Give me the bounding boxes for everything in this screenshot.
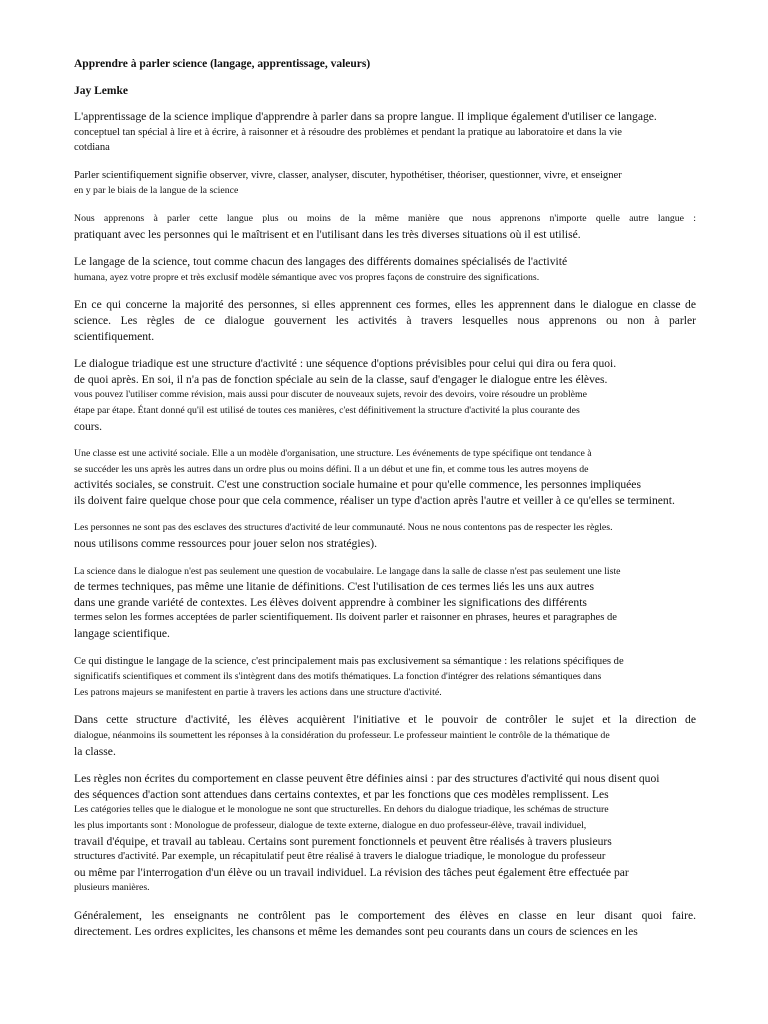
paragraph-line: ou même par l'interrogation d'un élève ou un travail individuel. La révision des tâches peut également être effectuée par: [74, 865, 629, 879]
paragraph-line: travail d'équipe, et travail au tableau. Certains sont purement fonctionnels et peuvent être réalisés à travers plusieurs: [74, 834, 612, 848]
paragraph-line: humana, ayez votre propre et très exclusif modèle sémantique avec vos propres façons de construire des significations.: [74, 271, 540, 283]
paragraph-line: les plus importants sont : Monologue de professeur, dialogue de texte externe, dialogue en duo professeur-élève, travail individuel,: [74, 819, 587, 831]
paragraph: [74, 564, 696, 642]
paragraph-line: En ce qui concerne la majorité des personnes, si elles apprennent ces formes, elles les apprennent dans le dialogue en classe de: [74, 298, 696, 312]
paragraph-line: cotdiana: [74, 142, 110, 154]
paragraph-line: Le langage de la science, tout comme chacun des langages des différents domaines spécialisés de l'activité: [74, 255, 568, 269]
paragraph-line: la classe.: [74, 744, 116, 758]
paragraph-line: science. Les règles de ce dialogue gouvernent les activités à travers lesquelles nous apprenons ou non à parler: [74, 313, 696, 327]
document-page: [74, 58, 696, 951]
paragraph: [74, 254, 696, 285]
paragraph-line: ils doivent faire quelque chose pour que cela commence, réaliser un type d'action après l'autre et veiller à ce qu'elles se terminent.: [74, 493, 675, 507]
paragraph-line: de termes techniques, pas même une litanie de définitions. C'est l'utilisation de ces termes liés les uns aux autres: [74, 580, 594, 594]
document-body: [74, 109, 696, 939]
paragraph-line: Généralement, les enseignants ne contrôlent pas le comportement des élèves en classe en leur disant quoi faire.: [74, 908, 696, 922]
paragraph-line: Ce qui distingue le langage de la science, c'est principalement mais pas exclusivement sa sémantique : les relations spécifiques de: [74, 655, 624, 667]
paragraph-line: Le dialogue triadique est une structure d'activité : une séquence d'options prévisibles pour celui qui dira ou fera quoi.: [74, 357, 617, 371]
paragraph-line: nous utilisons comme ressources pour jouer selon nos stratégies).: [74, 537, 377, 551]
paragraph: [74, 712, 696, 759]
paragraph-line: pratiquant avec les personnes qui le maîtrisent et en l'utilisant dans les très diverses situations où il est utilisé.: [74, 227, 581, 241]
paragraph-line: termes selon les formes acceptées de parler scientifiquement. Ils doivent parler et raisonner en phrases, heures et paragraphes de: [74, 612, 617, 624]
paragraph-line: cours.: [74, 419, 103, 433]
paragraph: [74, 654, 696, 701]
paragraph-line: langage scientifique.: [74, 627, 170, 641]
paragraph-line: des séquences d'action sont attendues dans certains contextes, et par les fonctions que ces modèles remplissent. Les: [74, 787, 609, 801]
paragraph: [74, 297, 696, 344]
document-title: Apprendre à parler science (langage, apprentissage, valeurs): [74, 58, 371, 70]
paragraph-line: L'apprentissage de la science implique d'apprendre à parler dans sa propre langue. Il implique également d'utiliser ce langage.: [74, 110, 657, 123]
paragraph: [74, 211, 696, 242]
paragraph-line: Les personnes ne sont pas des esclaves des structures d'activité de leur communauté. Nous ne nous contentons pas de respecter les règles.: [74, 522, 613, 534]
paragraph-line: activités sociales, se construit. C'est une construction sociale humaine et pour qu'elle commence, les personnes impliquées: [74, 478, 641, 492]
paragraph: [74, 771, 696, 896]
paragraph-line: dans une grande variété de contextes. Les élèves doivent apprendre à combiner les significations des différents: [74, 595, 587, 609]
paragraph: [74, 168, 696, 199]
paragraph-line: Les règles non écrites du comportement en classe peuvent être définies ainsi : par des structures d'activité qui nous disent quoi: [74, 772, 660, 786]
paragraph-line: étape par étape. Étant donné qu'il est utilisé de toutes ces manières, c'est définitivement la structure d'activité la plus courante des: [74, 404, 580, 416]
paragraph: [74, 356, 696, 434]
paragraph-line: Parler scientifiquement signifie observer, vivre, classer, analyser, discuter, hypothétiser, théoriser, questionner, vivre, et enseigner: [74, 169, 622, 181]
paragraph-line: Les catégories telles que le dialogue et le monologue ne sont que structurelles. En dehors du dialogue triadique, les schémas de structure: [74, 804, 609, 816]
paragraph-line: conceptuel tan spécial à lire et à écrire, à raisonner et à résoudre des problèmes et pendant la pratique au laboratoire et dans la vie: [74, 126, 622, 138]
paragraph-line: de quoi après. En soi, il n'a pas de fonction spéciale au sein de la classe, sauf d'engager le dialogue entre les élèves.: [74, 372, 608, 386]
paragraph-line: Les patrons majeurs se manifestent en partie à travers les actions dans une structure d'activité.: [74, 686, 442, 698]
paragraph-line: dialogue, néanmoins ils soumettent les réponses à la considération du professeur. Le professeur maintient le contrôle de la thématique de: [74, 730, 610, 741]
paragraph-line: vous pouvez l'utiliser comme révision, mais aussi pour discuter de nouveaux sujets, revoir des devoirs, voire résoudre un problème: [74, 389, 587, 401]
paragraph-line: significatifs scientifiques et comment ils s'intègrent dans des motifs thématiques. La fonction d'intégrer des relations sémantiques dans: [74, 671, 602, 683]
paragraph-line: se succéder les uns après les autres dans un ordre plus ou moins défini. Il a un début et une fin, et comme tous les autres moyens de: [74, 463, 589, 475]
paragraph-line: Nous apprenons à parler cette langue plus ou moins de la même manière que nous apprenons n'importe quelle autre langue :: [74, 212, 696, 224]
paragraph-line: plusieurs manières.: [74, 882, 150, 894]
paragraph-line: directement. Les ordres explicites, les chansons et même les demandes sont peu courants dans un cours de sciences en les: [74, 924, 638, 938]
paragraph-line: Dans cette structure d'activité, les élèves acquièrent l'initiative et le pouvoir de contrôler le sujet et la direction de: [74, 713, 696, 727]
paragraph-line: La science dans le dialogue n'est pas seulement une question de vocabulaire. Le langage dans la salle de classe n'est pas seulement une liste: [74, 565, 621, 577]
paragraph: [74, 520, 696, 551]
paragraph-line: scientifiquement.: [74, 329, 155, 343]
paragraph: [74, 908, 696, 939]
document-author: Jay Lemke: [74, 85, 128, 97]
paragraph-line: Une classe est une activité sociale. Elle a un modèle d'organisation, une structure. Les événements de type spécifique ont tendance à: [74, 448, 592, 460]
paragraph-line: structures d'activité. Par exemple, un récapitulatif peut être réalisé à travers le dialogue triadique, le monologue du professeur: [74, 851, 606, 863]
paragraph: [74, 446, 696, 508]
paragraph-line: en y par le biais de la langue de la science: [74, 185, 239, 197]
paragraph: [74, 109, 696, 156]
